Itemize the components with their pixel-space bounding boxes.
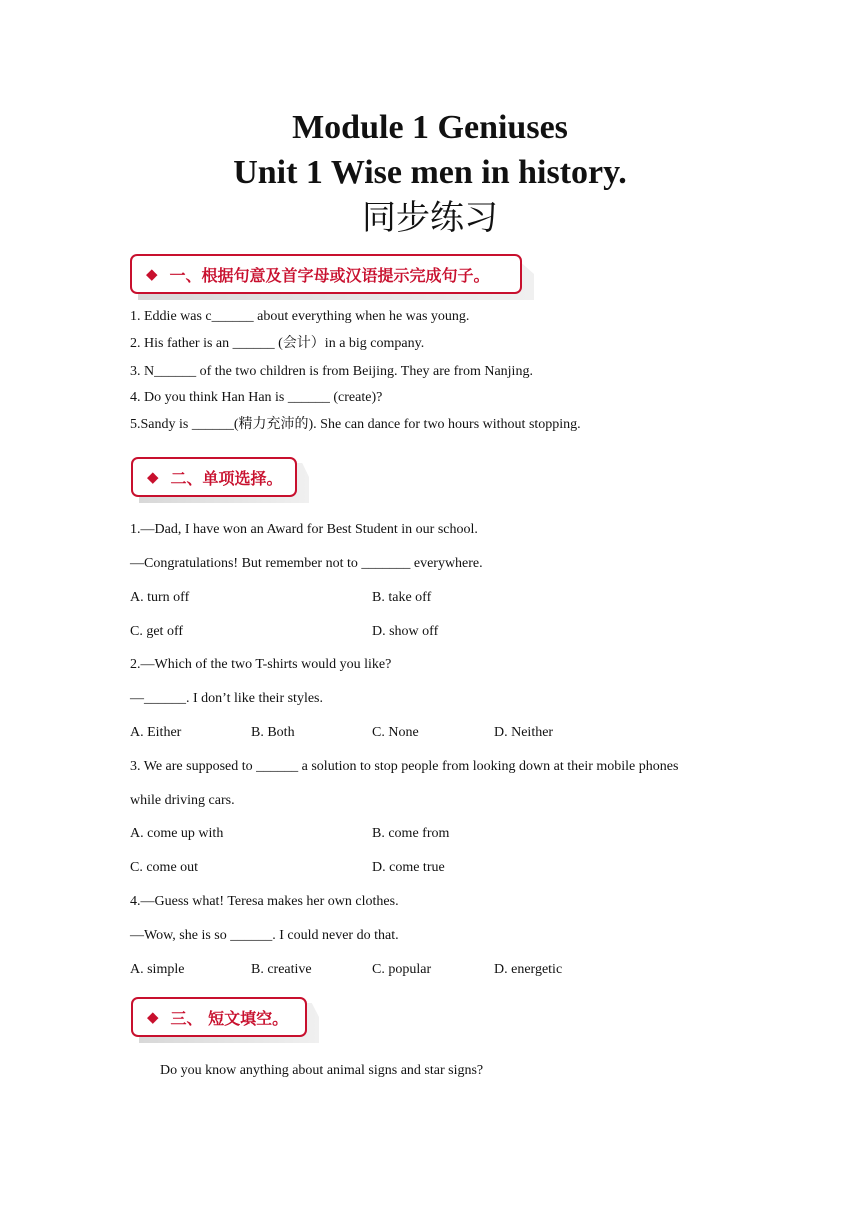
q4-option-c: C. popular: [372, 962, 432, 977]
q2-option-c: C. None: [372, 725, 419, 740]
q2-option-d: D. Neither: [494, 725, 554, 740]
section-1-item-5: 5.Sandy is ______(精力充沛的). She can dance for two hours without stopping.: [130, 417, 581, 432]
q1-stem-line-2: —Congratulations! But remember not to _______ everywhere.: [130, 556, 483, 571]
q2-stem-line-2: —______. I don’t like their styles.: [130, 691, 323, 706]
q3-stem-line-2: while driving cars.: [130, 793, 235, 808]
q3-option-d: D. come true: [372, 860, 445, 875]
section-1-item-4: 4. Do you think Han Han is ______ (create)?: [130, 390, 383, 405]
q4-option-a: A. simple: [130, 962, 185, 977]
section-3-passage-line-1: Do you know anything about animal signs and star signs?: [160, 1063, 484, 1078]
section-1-item-3: 3. N______ of the two children is from Beijing. They are from Nanjing.: [130, 364, 533, 379]
diamond-icon: ◆: [147, 468, 159, 486]
q1-option-b: B. take off: [372, 590, 432, 605]
q2-option-b: B. Both: [251, 725, 295, 740]
section-1-item-1: 1. Eddie was c______ about everything when he was young.: [130, 309, 470, 324]
diamond-icon: ◆: [146, 265, 158, 283]
title-line-1: Module 1 Geniuses: [292, 109, 568, 146]
diamond-icon: ◆: [147, 1008, 159, 1026]
section-3-heading: 三、 短文填空。: [170, 1008, 289, 1028]
q4-stem-line-2: —Wow, she is so ______. I could never do that.: [130, 928, 399, 943]
q2-stem-line-1: 2.—Which of the two T-shirts would you like?: [130, 657, 392, 672]
section-1-header: [130, 254, 522, 294]
section-2-heading: 二、单项选择。: [170, 468, 283, 488]
section-3-header-box: [131, 997, 307, 1037]
section-2-header-box: [131, 457, 297, 497]
section-1-item-2: 2. His father is an ______ (会计）in a big company.: [130, 336, 425, 351]
section-1-header-box: [130, 254, 522, 294]
q1-stem-line-1: 1.—Dad, I have won an Award for Best Student in our school.: [130, 522, 478, 537]
title-line-2: Unit 1 Wise men in history.: [233, 154, 627, 191]
q3-option-c: C. come out: [130, 860, 199, 875]
q2-option-a: A. Either: [130, 725, 182, 740]
q4-option-d: D. energetic: [494, 962, 563, 977]
q3-stem-line-1: 3. We are supposed to ______ a solution to stop people from looking down at their mobile phones: [130, 759, 679, 774]
q1-option-d: D. show off: [372, 624, 439, 639]
title-line-3: 同步练习: [362, 198, 498, 238]
q3-option-a: A. come up with: [130, 826, 224, 841]
q1-option-a: A. turn off: [130, 590, 190, 605]
section-2-header: [131, 457, 297, 497]
section-1-heading: 一、根据句意及首字母或汉语提示完成句子。: [169, 265, 490, 285]
q4-option-b: B. creative: [251, 962, 312, 977]
q4-stem-line-1: 4.—Guess what! Teresa makes her own clothes.: [130, 894, 399, 909]
q3-option-b: B. come from: [372, 826, 450, 841]
section-3-header: [131, 997, 307, 1037]
q1-option-c: C. get off: [130, 624, 184, 639]
